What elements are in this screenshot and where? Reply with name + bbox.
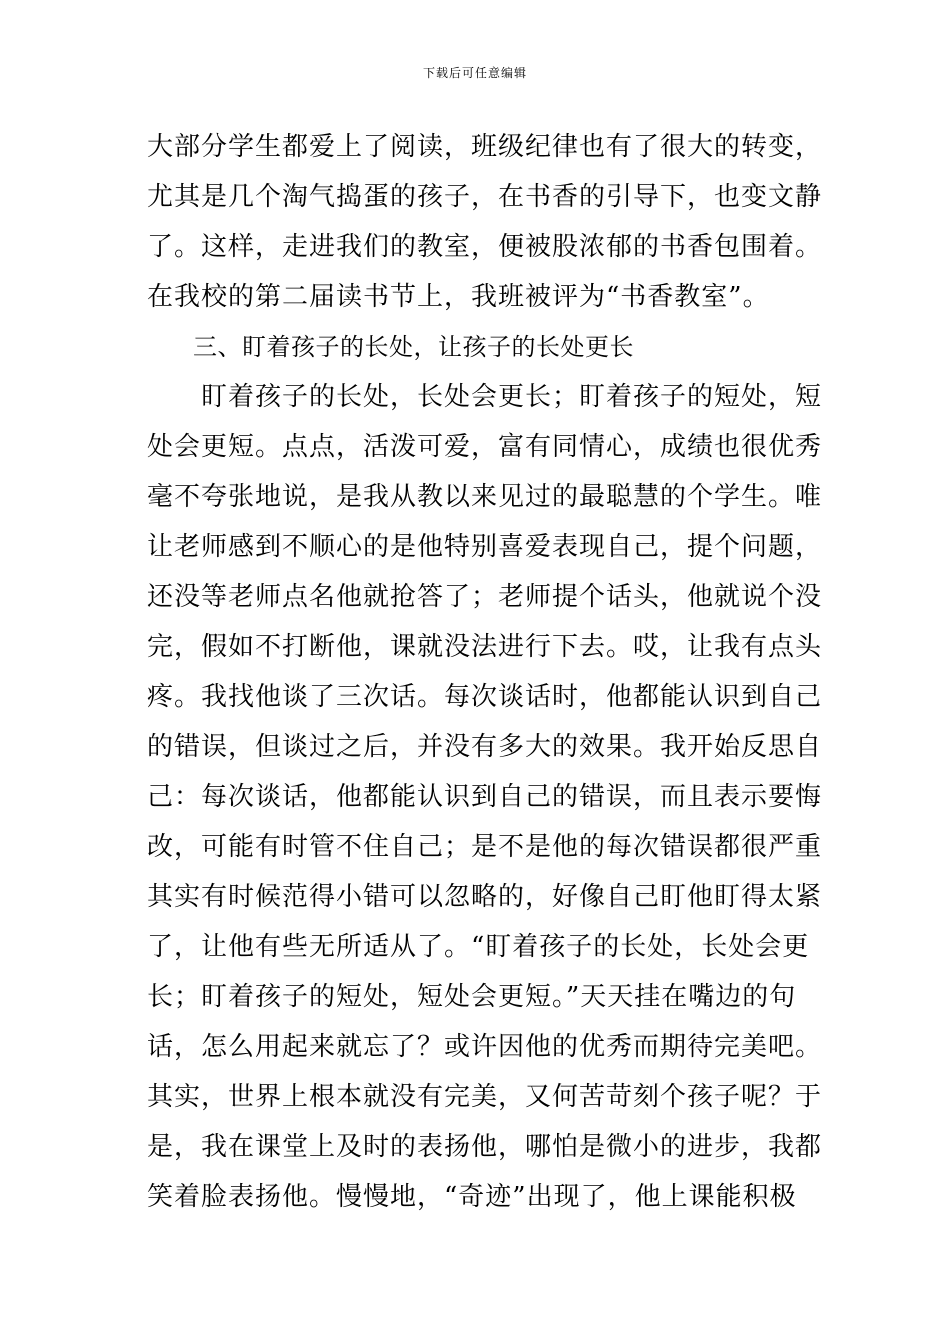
text-line: 了。这样，走进我们的教室，便被股浓郁的书香包围着。 <box>147 232 823 262</box>
text-line: 长；盯着孩子的短处，短处会更短。”天天挂在嘴边的句 <box>147 982 797 1012</box>
text-line: 己：每次谈话，他都能认识到自己的错误，而且表示要悔 <box>147 782 823 812</box>
text-line: 其实有时候范得小错可以忽略的，好像自己盯他盯得太紧 <box>147 882 823 912</box>
text-line: 了，让他有些无所适从了。“盯着孩子的长处，长处会更 <box>147 932 810 962</box>
text-line: 是，我在课堂上及时的表扬他，哪怕是微小的进步，我都 <box>147 1132 823 1162</box>
text-line: 大部分学生都爱上了阅读，班级纪律也有了很大的转变， <box>147 132 823 162</box>
paragraph-first-line: 盯着孩子的长处，长处会更长；盯着孩子的短处，短 <box>201 382 823 412</box>
text-line: 笑着脸表扬他。慢慢地，“奇迹”出现了，他上课能积极 <box>147 1182 797 1212</box>
text-line: 完，假如不打断他，课就没法进行下去。哎，让我有点头 <box>147 632 823 662</box>
text-line: 在我校的第二届读书节上，我班被评为“书香教室”。 <box>147 282 770 312</box>
text-line: 疼。我找他谈了三次话。每次谈话时，他都能认识到自己 <box>147 682 823 712</box>
text-line: 还没等老师点名他就抢答了；老师提个话头，他就说个没 <box>147 582 823 612</box>
section-heading: 三、盯着孩子的长处，让孩子的长处更长 <box>193 333 634 361</box>
text-line: 毫不夸张地说，是我从教以来见过的最聪慧的个学生。唯 <box>147 482 823 512</box>
text-line: 让老师感到不顺心的是他特别喜爱表现自己，提个问题， <box>147 532 823 562</box>
document-body <box>147 122 823 1222</box>
text-line: 的错误，但谈过之后，并没有多大的效果。我开始反思自 <box>147 732 823 762</box>
text-line: 话，怎么用起来就忘了？或许因他的优秀而期待完美吧。 <box>147 1032 823 1062</box>
page-header: 下载后可任意编辑 <box>422 66 527 80</box>
text-line: 尤其是几个淘气捣蛋的孩子，在书香的引导下，也变文静 <box>147 182 823 212</box>
text-line: 其实，世界上根本就没有完美，又何苦苛刻个孩子呢？于 <box>147 1082 823 1112</box>
text-line: 处会更短。点点，活泼可爱，富有同情心，成绩也很优秀 <box>147 432 823 462</box>
text-line: 改，可能有时管不住自己；是不是他的每次错误都很严重 <box>147 832 823 862</box>
